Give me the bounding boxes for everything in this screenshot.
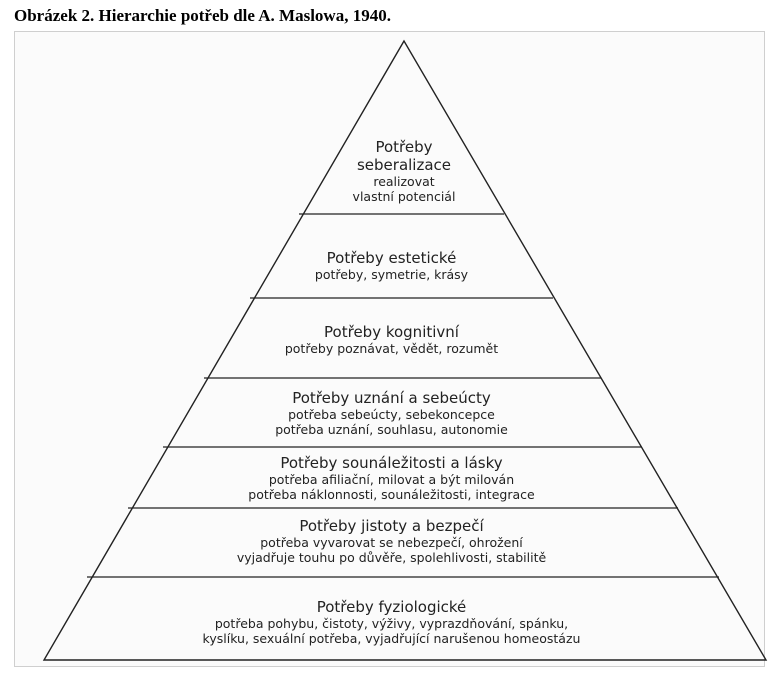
level-line: vyjadřuje touhu po důvěře, spolehlivosti, stabilitě: [236, 550, 547, 565]
level-title: Potřeby uznání a sebeúcty: [292, 389, 491, 407]
level-line: realizovat: [373, 174, 435, 189]
level-title: Potřeby estetické: [326, 249, 457, 267]
level-title: Potřeby: [375, 138, 433, 156]
level-line: seberalizace: [356, 156, 452, 174]
level-line: potřeba sebeúcty, sebekoncepce: [288, 407, 495, 422]
level-line: potřeby, symetrie, krásy: [314, 267, 469, 282]
level-title: Potřeby fyziologické: [316, 598, 467, 616]
level-line: kyslíku, sexuální potřeba, vyjadřující narušenou homeostázu: [202, 631, 581, 646]
level-line: potřeby poznávat, vědět, rozumět: [284, 341, 499, 356]
level-cognitive: [0, 323, 783, 356]
level-physiological: [0, 598, 783, 646]
level-title: Potřeby kognitivní: [324, 323, 459, 341]
level-line: vlastní potenciál: [352, 189, 456, 204]
level-title: Potřeby sounáležitosti a lásky: [280, 454, 503, 472]
level-title: Potřeby jistoty a bezpečí: [299, 517, 484, 535]
level-aesthetic: [0, 249, 783, 282]
level-line: potřeba náklonnosti, sounáležitosti, integrace: [248, 487, 535, 502]
level-line: potřeba uznání, souhlasu, autonomie: [275, 422, 508, 437]
level-self-actualization: [0, 138, 783, 204]
level-belonging: [0, 454, 783, 502]
level-esteem: [0, 389, 783, 437]
level-line: potřeba afiliační, milovat a být milován: [268, 472, 515, 487]
figure-caption: Obrázek 2. Hierarchie potřeb dle A. Maslowa, 1940.: [14, 6, 391, 25]
level-safety: [0, 517, 783, 565]
level-line: potřeba pohybu, čistoty, výživy, vyprazdňování, spánku,: [214, 616, 569, 631]
level-line: potřeba vyvarovat se nebezpečí, ohrožení: [260, 535, 523, 550]
